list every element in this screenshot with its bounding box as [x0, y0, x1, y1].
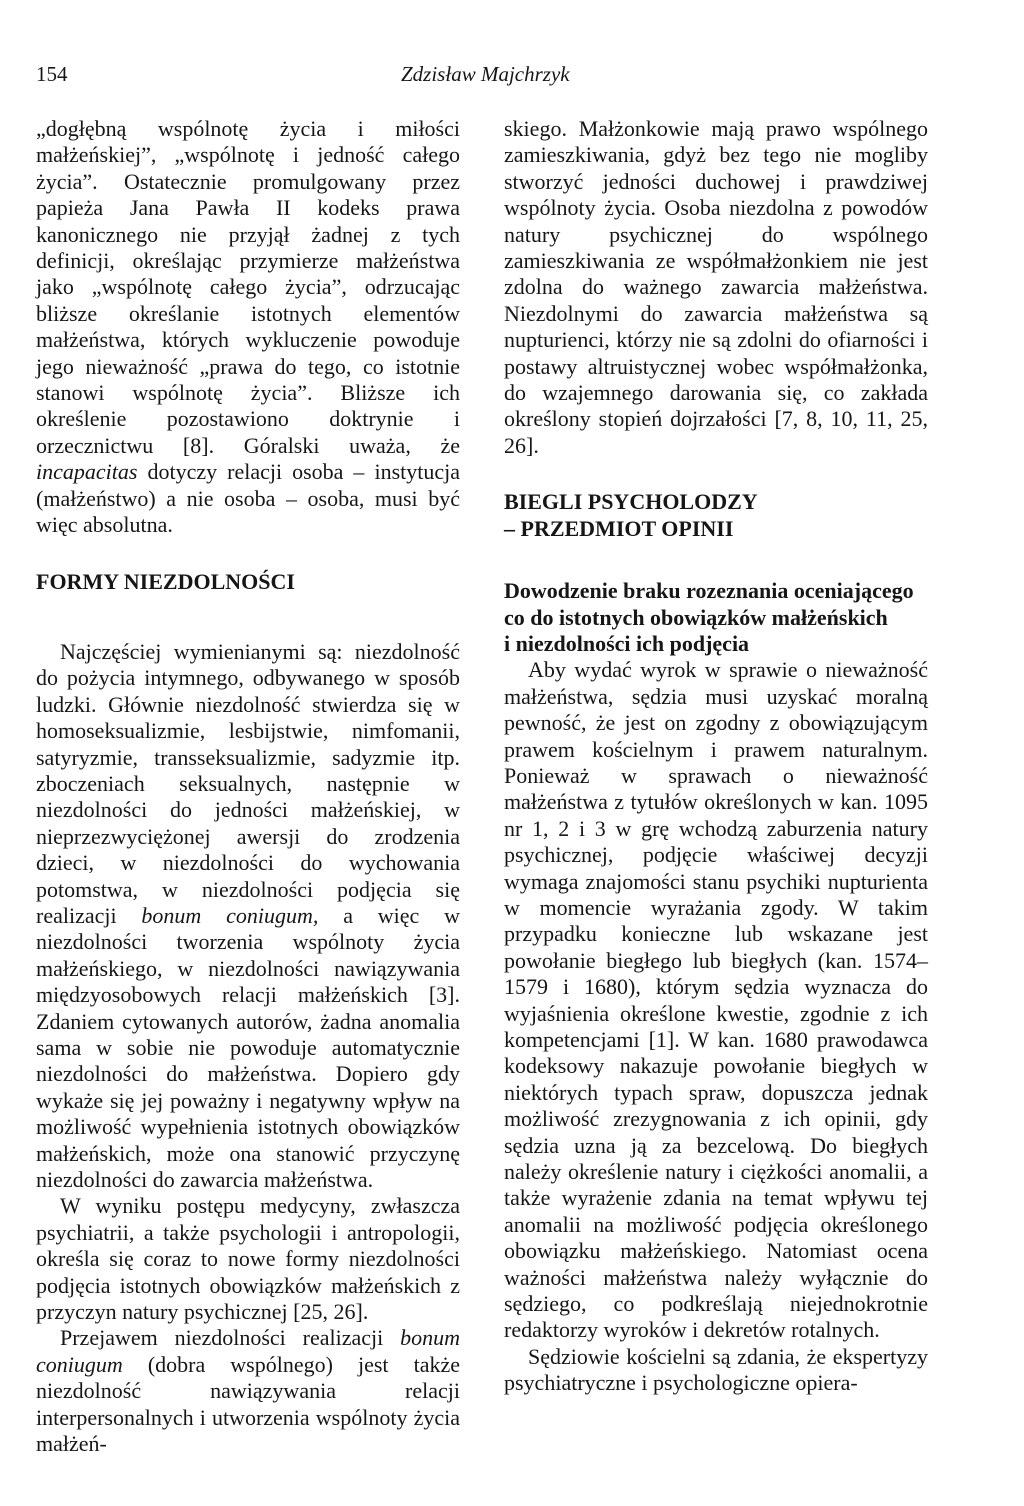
left-p2-end: a więc w niezdolności tworzenia wspólnoty życia małżeńskiego, w niezdolności nawiązywania międzyosobowych relacji małżeńskich [3]. Zdaniem cytowanych autorów, żadna anomalia sama w sobie nie powoduje automatycznie niezdolności do małżeństwa. Dopiero gdy wykaże się jej poważny i negatywny wpływ na możliwość wypełnienia istotnych obowiązków małżeńskich, może ona stanowić przyczynę niezdolności do zawarcia małżeństwa. [36, 902, 461, 1193]
left-p1-end: dotyczy relacji osoba – instytucja (małżeństwo) a nie osoba – osoba, musi być więc absolutna. [36, 459, 460, 538]
left-column [36, 116, 460, 1458]
section-heading-formy: FORMY NIEZDOLNOŚCI [36, 568, 295, 594]
left-p1-text: „dogłębną wspólnotę życia i miłości małżeńskiej”, „wspólnotę i jedność całego życia”. Ostatecznie promulgowany przez papieża Jana Pawła II kodeks prawa kanonicznego nie przyjął żadnej z tych definicji, określając przymierze małżeństwa jako „wspólnotę całego życia”, odrzucając bliższe określanie istotnych elementów małżeństwa, których wykluczenie powoduje jego nieważność „prawa do tego, co istotnie stanowi wspólnotę życia”. Bliższe ich określenie pozostawiono doktrynie i orzecznictwu [8]. Góralski uważa, że [36, 116, 460, 458]
left-p4-text: Przejawem niezdolności realizacji [60, 1325, 401, 1351]
section-heading-biegli-line1: BIEGLI PSYCHOLODZY [504, 489, 758, 515]
left-paragraph-4 [36, 1325, 460, 1457]
left-paragraph-2 [36, 639, 460, 1194]
running-head-author: Zdzisław Majchrzyk [401, 62, 570, 86]
subsection-heading [504, 578, 928, 657]
left-p4-italic: bonum coniugum [36, 1325, 460, 1377]
left-p4-end: (dobra wspólnego) jest także niezdolność nawiązywania relacji interpersonalnych i utworzenia wspólnoty życia małżeń- [36, 1351, 460, 1457]
page-number: 154 [36, 62, 68, 86]
subsection-line-3: i niezdolności ich podjęcia [504, 630, 750, 656]
page-header [36, 62, 932, 92]
left-paragraph-3: W wyniku postępu medycyny, zwłaszcza psychiatrii, a także psychologii i antropologii, określa się coraz to nowe formy niezdolności podjęcia istotnych obowiązków małżeńskich z przyczyn natury psychicznej [25, 26]. [36, 1193, 460, 1325]
left-p2-italic: bonum coniugum, [141, 902, 319, 928]
section-heading-biegli-line2: – PRZEDMIOT OPINII [504, 515, 734, 541]
subsection-line-2: co do istotnych obowiązków małżeńskich [504, 604, 888, 630]
right-paragraph-3: Sędziowie kościelni są zdania, że ekspertyzy psychiatryczne i psychologiczne opiera- [504, 1343, 928, 1396]
section-heading-biegli [504, 489, 928, 542]
right-column [504, 116, 928, 1397]
left-paragraph-1 [36, 116, 460, 539]
subsection-line-1: Dowodzenie braku rozeznania oceniającego [504, 578, 914, 604]
right-paragraph-1: skiego. Małżonkowie mają prawo wspólnego zamieszkiwania, gdyż bez tego nie mogliby stworzyć jedności duchowej i prawdziwej wspólnoty życia. Osoba niezdolna z powodów natury psychicznej do wspólnego zamieszkiwania ze współmałżonkiem nie jest zdolna do ważnego zawarcia małżeństwa. Niezdolnymi do zawarcia małżeństwa są nupturienci, którzy nie są zdolni do ofiarności i postawy altruistycznej wobec współmałżonka, do wzajemnego darowania się, co zakłada określony stopień dojrzałości [7, 8, 10, 11, 25, 26]. [504, 116, 928, 458]
left-p2-text: Najczęściej wymienianymi są: niezdolność do pożycia intymnego, odbywanego w sposób ludzki. Głównie niezdolność stwierdza się w homoseksualizmie, lesbijstwie, nimfomanii, satyryzmie, transseksualizmie, sadyzmie itp. zboczeniach seksualnych, następnie w niezdolności do jedności małżeńskiej, w nieprzezwyciężonej awersji do zrodzenia dzieci, w niezdolności do wychowania potomstwa, w niezdolności podjęcia się realizacji [36, 638, 460, 928]
left-p1-italic: incapacitas [36, 459, 138, 485]
right-paragraph-2: Aby wydać wyrok w sprawie o nieważność małżeństwa, sędzia musi uzyskać moralną pewność, że jest on zgodny z obowiązującym prawem kościelnym i prawem naturalnym. Ponieważ w sprawach o nieważność małżeństwa z tytułów określonych w kan. 1095 nr 1, 2 i 3 w grę wchodzą zaburzenia natury psychicznej, podjęcie właściwej decyzji wymaga znajomości stanu psychiki nupturienta w momencie wyrażania zgody. W takim przypadku konieczne lub wskazane jest powołanie biegłego lub biegłych (kan. 1574–1579 i 1680), którym sędzia wyznacza do wyjaśnienia określone kwestie, zgodnie z ich kompetencjami [1]. W kan. 1680 prawodawca kodeksowy nakazuje powołanie biegłych w niektórych typach spraw, dopuszcza jednak możliwość zrezygnowania z ich opinii, gdy sędzia uzna ją za bezcelową. Do biegłych należy określenie natury i ciężkości anomalii, a także wyrażenie zdania na temat wpływu tej anomalii na możliwość podjęcia określonego obowiązku małżeńskiego. Natomiast ocena ważności małżeństwa należy wyłącznie do sędziego, co podkreślają niejednokrotnie redaktorzy wyroków i dekretów rotalnych. [504, 657, 928, 1343]
